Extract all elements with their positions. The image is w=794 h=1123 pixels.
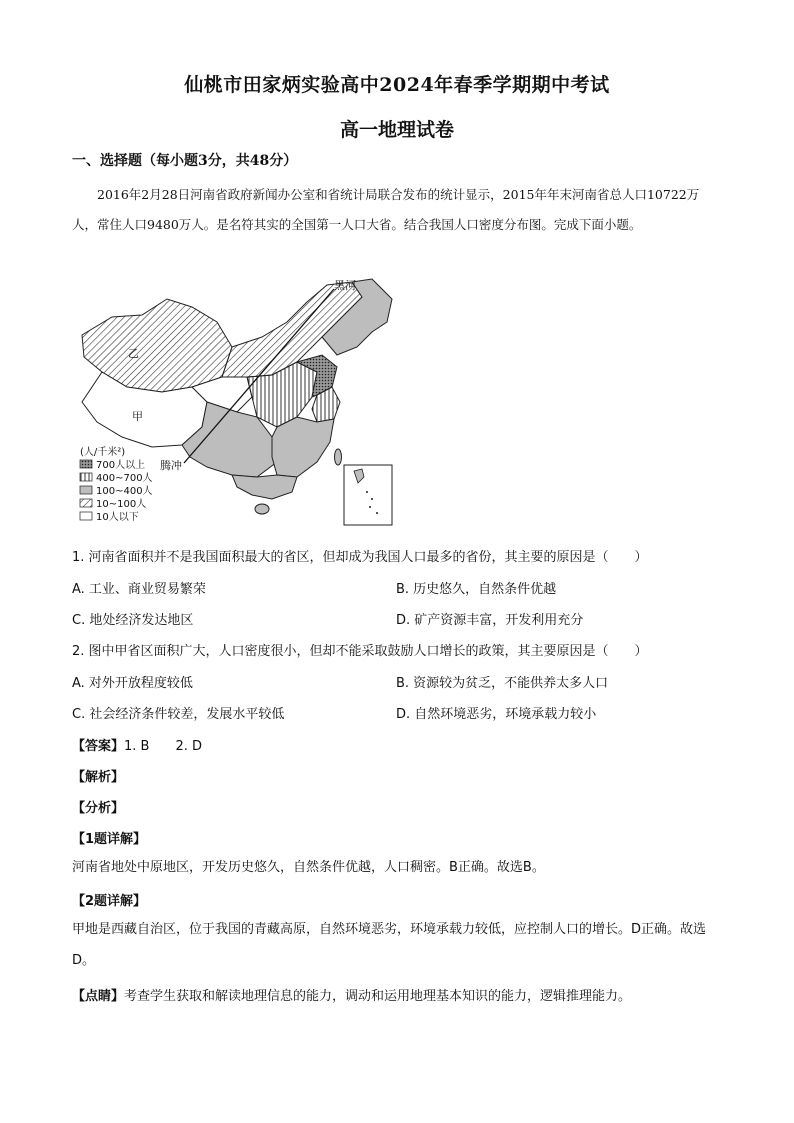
question-1-option-b: B. 历史悠久，自然条件优越 [396, 582, 557, 597]
answer-line [72, 735, 202, 754]
map-region-south [232, 475, 297, 499]
dianjing-text: 考查学生获取和解读地理信息的能力，调动和运用地理基本知识的能力，逻辑推理能力。 [124, 989, 632, 1004]
south-china-sea-inset [344, 465, 392, 525]
exam-subtitle: 高一地理试卷 [339, 119, 454, 141]
question-2-option-b: B. 资源较为贫乏，不能供养太多人口 [396, 676, 609, 691]
question-2-number: 2. [72, 644, 85, 659]
legend-item-3: 100~400人 [96, 486, 153, 497]
q1-detail-heading: 【1题详解】 [72, 832, 147, 847]
q2-detail-text: 甲地是西藏自治区，位于我国的青藏高原，自然环境恶劣，环境承载力较低，应控制人口的增长。D正确。故选D。 [72, 922, 707, 968]
section-heading: 一、选择题（每小题3分，共48分） [72, 153, 298, 169]
legend-item-4: 10~100人 [96, 499, 147, 510]
answer-tag: 【答案】 [72, 739, 125, 754]
map-region-hainan [255, 504, 269, 514]
dianjing-line [72, 985, 631, 1004]
map-label-jia: 甲 [132, 410, 143, 423]
intro-paragraph: 2016年2月28日河南省政府新闻办公室和省统计局联合发布的统计显示，2015年年末河南省总人口10722万人，常住人口9480万人。是名符其实的全国第一人口大省。结合我国人口密度分布图。完成下面小题。 [72, 187, 700, 232]
legend-item-2: 400~700人 [96, 473, 153, 484]
question-1-option-a: A. 工业、商业贸易繁荣 [72, 582, 206, 597]
question-2-option-c: C. 社会经济条件较差，发展水平较低 [72, 707, 285, 722]
analysis-heading: 【解析】 [72, 770, 125, 785]
answer-text: 1. B 2. D [124, 739, 203, 754]
legend-item-1: 700人以上 [96, 460, 146, 471]
question-1-number: 1. [72, 550, 85, 565]
dianjing-tag: 【点睛】 [72, 989, 125, 1004]
map-label-yi: 乙 [128, 347, 139, 360]
legend-unit: (人/千米²) [80, 447, 126, 458]
map-label-tengchong: 腾冲 [160, 459, 182, 472]
map-label-heihe: 黑河 [334, 279, 356, 292]
question-2-option-a: A. 对外开放程度较低 [72, 676, 193, 691]
q1-detail-text: 河南省地处中原地区，开发历史悠久，自然条件优越，人口稠密。B正确。故选B。 [72, 860, 545, 875]
question-2 [72, 640, 648, 659]
question-1-text: 河南省面积并不是我国面积最大的省区，但却成为我国人口最多的省份，其主要的原因是（ ） [88, 550, 648, 565]
question-1 [72, 546, 648, 565]
question-1-option-c: C. 地处经济发达地区 [72, 613, 194, 628]
fenxi-heading: 【分析】 [72, 801, 125, 816]
question-1-option-d: D. 矿产资源丰富，开发利用充分 [396, 613, 584, 628]
exam-title: 仙桃市田家炳实验高中2024年春季学期期中考试 [184, 74, 610, 96]
map-region-southeast [272, 417, 334, 477]
q2-detail-heading: 【2题详解】 [72, 894, 147, 909]
question-2-text: 图中甲省区面积广大，人口密度很小，但却不能采取鼓励人口增长的政策，其主要原因是（ ） [88, 644, 648, 659]
map-region-taiwan [335, 449, 342, 465]
map-legend [80, 445, 153, 523]
question-2-option-d: D. 自然环境恶劣，环境承载力较小 [396, 707, 597, 722]
population-density-map [72, 277, 402, 532]
legend-item-5: 10人以下 [96, 512, 139, 523]
